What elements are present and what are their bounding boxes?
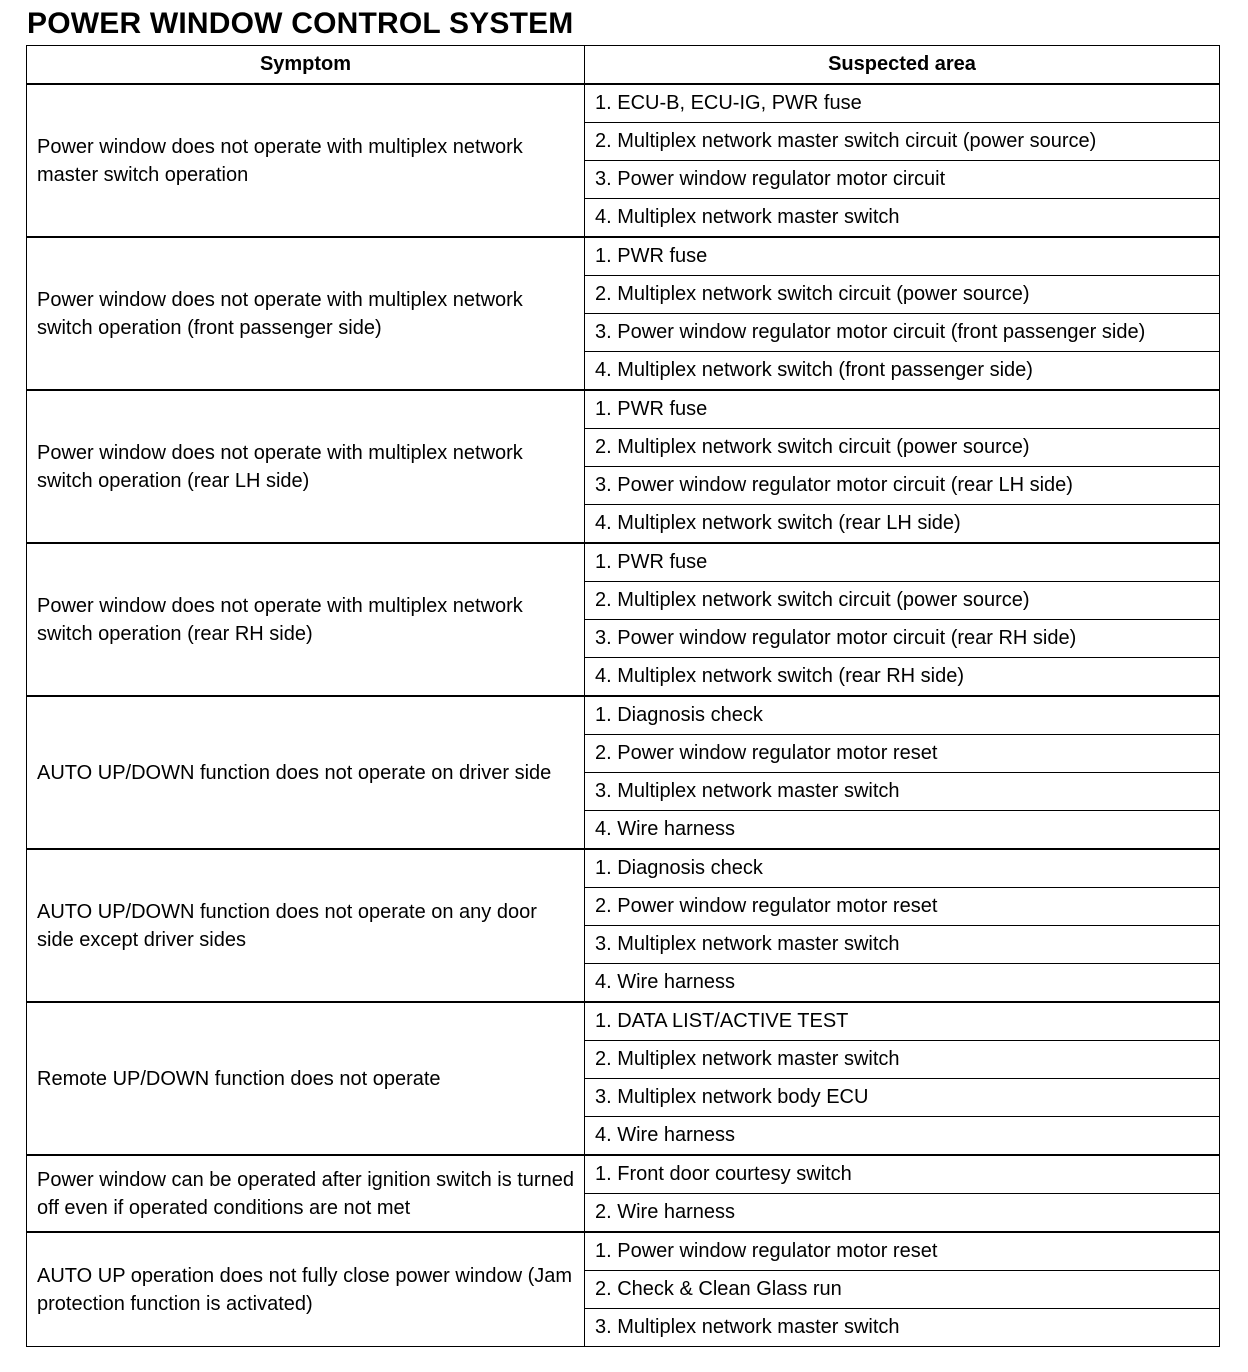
suspected-area-cell: 1. Diagnosis check — [585, 849, 1220, 888]
symptom-cell: Power window does not operate with multiplex network switch operation (rear RH side) — [27, 543, 585, 696]
table-row — [27, 1232, 1220, 1271]
suspected-area-cell: 4. Multiplex network switch (front passenger side) — [585, 352, 1220, 391]
symptom-cell: AUTO UP/DOWN function does not operate on driver side — [27, 696, 585, 849]
suspected-area-cell: 1. Front door courtesy switch — [585, 1155, 1220, 1194]
table-row — [27, 1002, 1220, 1041]
table-header-row — [27, 46, 1220, 85]
suspected-area-cell: 1. Diagnosis check — [585, 696, 1220, 735]
suspected-area-cell: 4. Multiplex network switch (rear LH side) — [585, 505, 1220, 544]
suspected-area-cell: 2. Power window regulator motor reset — [585, 735, 1220, 773]
suspected-area-cell: 2. Multiplex network switch circuit (power source) — [585, 429, 1220, 467]
table-row — [27, 696, 1220, 735]
symptom-column-header: Symptom — [27, 46, 585, 85]
symptom-cell: AUTO UP/DOWN function does not operate on any door side except driver sides — [27, 849, 585, 1002]
symptom-group — [27, 696, 1220, 849]
table-row — [27, 1155, 1220, 1194]
suspected-area-cell: 4. Wire harness — [585, 1117, 1220, 1156]
suspected-area-cell: 2. Multiplex network switch circuit (power source) — [585, 276, 1220, 314]
symptom-group — [27, 1002, 1220, 1155]
table-row — [27, 390, 1220, 429]
symptom-group — [27, 237, 1220, 390]
symptom-cell: Power window does not operate with multiplex network switch operation (front passenger side) — [27, 237, 585, 390]
suspected-area-cell: 3. Multiplex network body ECU — [585, 1079, 1220, 1117]
symptom-group — [27, 84, 1220, 237]
suspected-area-cell: 3. Power window regulator motor circuit (rear RH side) — [585, 620, 1220, 658]
suspected-area-cell: 1. Power window regulator motor reset — [585, 1232, 1220, 1271]
symptom-cell: Power window can be operated after ignition switch is turned off even if operated conditions are not met — [27, 1155, 585, 1232]
symptom-group — [27, 543, 1220, 696]
suspected-area-cell: 2. Power window regulator motor reset — [585, 888, 1220, 926]
suspected-area-cell: 3. Power window regulator motor circuit (front passenger side) — [585, 314, 1220, 352]
suspected-area-cell: 4. Multiplex network master switch — [585, 199, 1220, 238]
suspected-area-cell: 4. Multiplex network switch (rear RH side) — [585, 658, 1220, 697]
symptom-group — [27, 390, 1220, 543]
suspected-area-cell: 3. Multiplex network master switch — [585, 773, 1220, 811]
suspected-area-cell: 1. DATA LIST/ACTIVE TEST — [585, 1002, 1220, 1041]
table-row — [27, 84, 1220, 123]
symptom-group — [27, 1232, 1220, 1347]
suspected-area-cell: 2. Multiplex network master switch circuit (power source) — [585, 123, 1220, 161]
suspected-area-cell: 3. Power window regulator motor circuit — [585, 161, 1220, 199]
troubleshooting-table — [26, 45, 1220, 1347]
suspected-area-column-header: Suspected area — [585, 46, 1220, 85]
symptom-cell: Power window does not operate with multiplex network master switch operation — [27, 84, 585, 237]
table-row — [27, 543, 1220, 582]
suspected-area-cell: 1. PWR fuse — [585, 237, 1220, 276]
suspected-area-cell: 2. Multiplex network master switch — [585, 1041, 1220, 1079]
table-row — [27, 849, 1220, 888]
suspected-area-cell: 1. ECU-B, ECU-IG, PWR fuse — [585, 84, 1220, 123]
symptom-group — [27, 1155, 1220, 1232]
suspected-area-cell: 2. Check & Clean Glass run — [585, 1271, 1220, 1309]
suspected-area-cell: 4. Wire harness — [585, 811, 1220, 850]
symptom-cell: Remote UP/DOWN function does not operate — [27, 1002, 585, 1155]
symptom-group — [27, 849, 1220, 1002]
suspected-area-cell: 2. Wire harness — [585, 1194, 1220, 1233]
symptom-cell: Power window does not operate with multiplex network switch operation (rear LH side) — [27, 390, 585, 543]
suspected-area-cell: 4. Wire harness — [585, 964, 1220, 1003]
suspected-area-cell: 3. Multiplex network master switch — [585, 926, 1220, 964]
table-row — [27, 237, 1220, 276]
suspected-area-cell: 1. PWR fuse — [585, 543, 1220, 582]
suspected-area-cell: 2. Multiplex network switch circuit (power source) — [585, 582, 1220, 620]
suspected-area-cell: 1. PWR fuse — [585, 390, 1220, 429]
symptom-cell: AUTO UP operation does not fully close power window (Jam protection function is activated) — [27, 1232, 585, 1347]
suspected-area-cell: 3. Multiplex network master switch — [585, 1309, 1220, 1347]
suspected-area-cell: 3. Power window regulator motor circuit (rear LH side) — [585, 467, 1220, 505]
page-title: POWER WINDOW CONTROL SYSTEM — [27, 7, 574, 40]
